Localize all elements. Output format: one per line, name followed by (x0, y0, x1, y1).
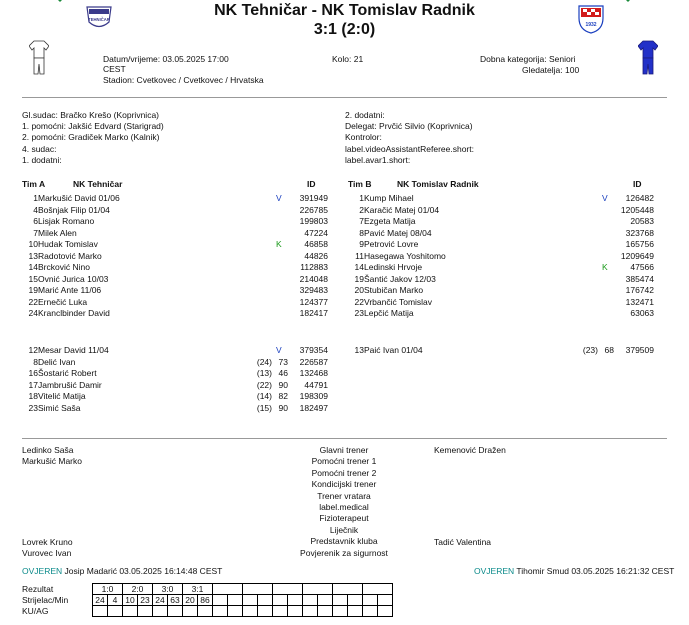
player-name: Ezgeta Matija (364, 216, 416, 226)
player-id: 391949 (299, 193, 328, 203)
player-id: 226587 (299, 356, 328, 367)
kuag-cell (228, 606, 243, 617)
player-name: Pavić Matej 08/04 (364, 227, 432, 238)
player-name: Hasegawa Yoshitomo (364, 250, 446, 261)
player-name: Kranclbinder David (38, 308, 110, 318)
minute-cell: 63 (168, 595, 183, 606)
player-id: 44791 (304, 379, 328, 390)
team-a-id-header: ID (307, 179, 316, 189)
minute-cell: 23 (138, 595, 153, 606)
player-name: Lepčić Matija (364, 308, 414, 318)
kuag-cell (378, 606, 393, 617)
captain-mark: K (276, 239, 282, 249)
player-id: 379354 (299, 345, 328, 355)
minute-cell: 86 (198, 595, 213, 606)
score-grid (92, 583, 393, 617)
scorer-cell: 10 (123, 595, 138, 606)
player-id: 214048 (299, 273, 328, 284)
minute-cell (228, 595, 243, 606)
player-id: 385474 (625, 273, 654, 284)
kuag-cell (348, 606, 363, 617)
scorer-cell (243, 595, 258, 606)
player-name: Jambrušić Damir (38, 379, 102, 390)
player-id: 379509 (625, 345, 654, 355)
staff-role: Povjerenik za sigurnost (300, 547, 388, 558)
staff-role: Predstavnik kluba (310, 536, 378, 547)
player-id: 124377 (299, 296, 328, 307)
kuag-cell (288, 606, 303, 617)
sub-replaced: (24) (256, 356, 272, 367)
sub-replaced: (22) (256, 379, 272, 390)
player-number: 22 (354, 296, 364, 307)
player-name: Šostarić Robert (38, 368, 97, 378)
kuag-cell (243, 606, 258, 617)
kuag-cell (168, 606, 183, 617)
player-id: 176742 (625, 285, 654, 295)
official-line: Delegat: Prvčić Silvio (Koprivnica) (345, 121, 473, 131)
player-number: 20 (354, 285, 364, 295)
player-name: Milek Alen (38, 227, 77, 238)
verified-text: Tihomir Smud 03.05.2025 16:21:32 CEST (516, 566, 675, 576)
player-name: Bošnjak Filip 01/04 (38, 204, 110, 215)
sub-minute: 73 (278, 356, 288, 367)
scorer-cell: 24 (153, 595, 168, 606)
player-id: 1205448 (620, 204, 654, 215)
kuag-cell (153, 606, 168, 617)
player-number: 11 (355, 250, 364, 261)
player-id: 323768 (625, 227, 654, 238)
minute-cell (348, 595, 363, 606)
sub-minute: 68 (604, 345, 614, 355)
official-line: 1. dodatni: (22, 155, 62, 165)
sub-minute: 90 (278, 402, 288, 413)
kuag-cell (273, 606, 288, 617)
official-line: 2. dodatni: (345, 110, 385, 120)
player-id: 46858 (304, 239, 328, 249)
player-name: Lisjak Romano (38, 216, 95, 226)
away-head-coach: Kemenović Dražen (434, 445, 506, 455)
result-cell: 1:0 (93, 584, 123, 595)
player-name: Šantić Jakov 12/03 (364, 273, 436, 284)
player-id: 63063 (630, 308, 654, 318)
player-name: Simić Saša (38, 402, 81, 413)
kuag-cell (123, 606, 138, 617)
player-id: 165756 (625, 239, 654, 249)
kuag-cell (183, 606, 198, 617)
staff-role: Fizioterapeut (319, 513, 369, 524)
player-id: 182497 (299, 402, 328, 413)
official-line: Kontrolor: (345, 132, 382, 142)
verified-label: OVJEREN (22, 566, 63, 576)
result-cell: 3:1 (183, 584, 213, 595)
staff-role: Liječnik (329, 524, 359, 535)
player-id: 132471 (625, 296, 654, 307)
goalkeeper-mark: V (276, 193, 282, 203)
staff-role: label.medical (319, 502, 369, 512)
official-line: 1. pomoćni: Jakšić Edvard (Starigrad) (22, 121, 164, 131)
player-id: 1209649 (620, 250, 654, 261)
goalkeeper-mark: V (276, 345, 282, 355)
player-number: 9 (359, 239, 364, 249)
home-assistant-coach: Markušić Marko (22, 456, 82, 466)
player-id: 182417 (299, 308, 328, 318)
verified-text: Josip Madarić 03.05.2025 16:14:48 CEST (64, 566, 223, 576)
scorer-cell (363, 595, 378, 606)
result-cell: 3:0 (153, 584, 183, 595)
player-number: 1 (33, 193, 38, 203)
player-number: 8 (359, 227, 364, 238)
official-line: 2. pomoćni: Gradiček Marko (Kalnik) (22, 132, 160, 142)
player-number: 15 (28, 273, 38, 284)
home-head-coach: Ledinko Saša (22, 445, 74, 455)
player-name: Vrbančić Tomislav (364, 296, 433, 307)
scorer-cell (273, 595, 288, 606)
player-number: 14 (28, 262, 38, 272)
verified-label: OVJEREN (474, 566, 515, 576)
verification-right (474, 566, 674, 576)
result-cell (333, 584, 363, 595)
player-number: 13 (28, 250, 38, 261)
kuag-cell (93, 606, 108, 617)
result-cell (273, 584, 303, 595)
player-id: 199803 (299, 216, 328, 226)
player-id: 329483 (299, 285, 328, 295)
result-cell (363, 584, 393, 595)
player-number: 2 (359, 204, 364, 215)
player-number: 10 (28, 239, 38, 249)
team-a-label: Tim A (22, 179, 46, 189)
sub-replaced: (13) (256, 368, 272, 378)
team-a-name: NK Tehničar (73, 179, 123, 189)
player-id: 132468 (299, 368, 328, 378)
player-name: Delić Ivan (38, 356, 76, 367)
player-number: 18 (28, 391, 38, 401)
grid-label-result: Rezultat (22, 584, 54, 594)
official-line: label.avar1.short: (345, 155, 411, 165)
sub-replaced: (14) (256, 391, 272, 401)
match-datetime: Datum/vrijeme: 03.05.2025 17:00 (103, 54, 229, 64)
scorer-cell: 20 (183, 595, 198, 606)
spectators: Gledatelja: 100 (522, 65, 580, 75)
result-cell (303, 584, 333, 595)
verification-left (22, 566, 222, 576)
player-id: 126482 (625, 193, 654, 203)
player-number: 22 (28, 296, 38, 307)
player-number: 17 (28, 379, 38, 390)
player-name: Ovnić Jurica 10/03 (38, 273, 109, 284)
player-number: 4 (33, 204, 38, 215)
player-name: Petrović Lovre (364, 239, 419, 249)
kuag-cell (258, 606, 273, 617)
player-id: 20583 (630, 216, 654, 226)
sub-minute: 46 (278, 368, 288, 378)
staff-role: Pomoćni trener 1 (311, 456, 377, 467)
player-number: 23 (28, 402, 38, 413)
player-name: Mesar David 11/04 (38, 345, 109, 355)
player-id: 198309 (299, 391, 328, 401)
player-number: 19 (354, 273, 364, 284)
official-line: 4. sudac: (22, 144, 57, 154)
player-name: Karačić Matej 01/04 (364, 204, 440, 215)
scorer-cell (213, 595, 228, 606)
player-name: Markušić David 01/06 (38, 193, 120, 203)
home-logo-text: TEHNIČAR (88, 17, 110, 22)
player-number: 23 (354, 308, 364, 318)
goalkeeper-mark: V (602, 193, 608, 203)
match-timezone: CEST (103, 64, 126, 74)
match-stadium: Stadion: Cvetkovec / Cvetkovec / Hrvatska (103, 75, 264, 85)
player-name: Radotović Marko (38, 250, 102, 261)
player-name: Vitelić Matija (38, 391, 86, 401)
player-number: 6 (33, 216, 38, 226)
home-security: Vurovec Ivan (22, 548, 72, 558)
player-number: 12 (28, 345, 38, 355)
staff-role: Glavni trener (319, 445, 369, 455)
player-name: Brcković Nino (38, 262, 90, 272)
player-id: 44826 (304, 250, 328, 261)
staff-role: Trener vratara (317, 490, 371, 501)
age-category: Dobna kategorija: Seniori (480, 54, 576, 64)
result-cell (213, 584, 243, 595)
result-cell (243, 584, 273, 595)
home-club-rep: Lovrek Kruno (22, 537, 73, 547)
scorer-cell (333, 595, 348, 606)
player-name: Marić Ante 11/06 (38, 285, 102, 295)
divider (22, 97, 667, 98)
player-number: 13 (354, 345, 364, 355)
player-id: 47566 (630, 262, 654, 272)
player-number: 14 (354, 262, 364, 272)
match-title: NK Tehničar - NK Tomislav Radnik (214, 2, 475, 19)
minute-cell (318, 595, 333, 606)
kuag-cell (303, 606, 318, 617)
sub-minute: 90 (278, 379, 288, 390)
match-round: Kolo: 21 (332, 54, 364, 64)
grid-label-scorer: Strijelac/Min (22, 595, 69, 605)
official-line: Gl.sudac: Bračko Krešo (Koprivnica) (22, 110, 159, 120)
player-number: 7 (33, 227, 38, 238)
team-b-label: Tim B (348, 179, 372, 189)
kuag-cell (318, 606, 333, 617)
team-b-name: NK Tomislav Radnik (397, 179, 479, 189)
sub-replaced: (23) (582, 345, 598, 355)
kuag-cell (363, 606, 378, 617)
divider (22, 438, 667, 439)
sub-replaced: (15) (256, 402, 272, 413)
kuag-cell (108, 606, 123, 617)
away-club-rep: Tadić Valentina (434, 537, 492, 547)
player-number: 24 (28, 308, 38, 318)
match-score: 3:1 (2:0) (313, 21, 376, 38)
player-name: Ledinski Hrvoje (364, 262, 423, 272)
player-name: Paić Ivan 01/04 (364, 345, 423, 355)
minute-cell (378, 595, 393, 606)
kuag-cell (198, 606, 213, 617)
result-cell: 2:0 (123, 584, 153, 595)
away-logo-text: 1932 (585, 22, 597, 28)
official-line: label.videoAssistantReferee.short: (345, 144, 474, 154)
kuag-cell (138, 606, 153, 617)
minute-cell (288, 595, 303, 606)
home-kit-icon (29, 40, 49, 76)
player-number: 16 (28, 368, 38, 378)
player-number: 1 (359, 193, 364, 203)
player-name: Stubičan Marko (364, 285, 424, 295)
staff-role: Pomoćni trener 2 (311, 467, 377, 478)
sub-minute: 82 (278, 391, 288, 401)
team-b-id-header: ID (633, 179, 642, 189)
minute-cell (258, 595, 273, 606)
player-name: Hudak Tomislav (38, 239, 98, 249)
player-number: 7 (359, 216, 364, 226)
staff-role: Kondicijski trener (311, 479, 377, 490)
kuag-cell (333, 606, 348, 617)
player-id: 226785 (299, 204, 328, 215)
minute-cell: 4 (108, 595, 123, 606)
scorer-cell (303, 595, 318, 606)
scorer-cell: 24 (93, 595, 108, 606)
player-name: Ernečić Luka (38, 296, 88, 307)
away-kit-icon (638, 40, 658, 76)
captain-mark: K (602, 262, 608, 272)
player-number: 19 (28, 285, 38, 295)
player-id: 112883 (300, 262, 328, 272)
player-name: Kump Mihael (364, 193, 414, 203)
player-number: 8 (33, 356, 38, 367)
kuag-cell (213, 606, 228, 617)
grid-label-kuag: KU/AG (22, 606, 49, 616)
player-id: 47224 (304, 227, 328, 238)
